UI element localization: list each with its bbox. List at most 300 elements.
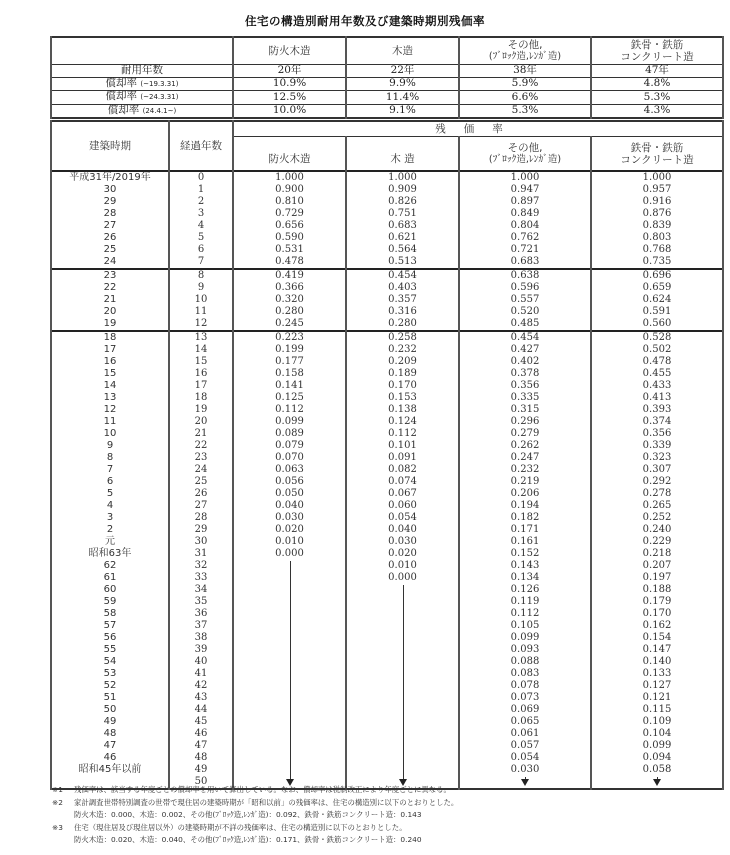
row-label	[51, 91, 233, 105]
elapsed-cell: 38	[169, 632, 233, 644]
wood-cell: 0.060	[346, 500, 459, 512]
period-cell: 18	[51, 331, 169, 344]
table-row	[51, 656, 723, 668]
period-cell: 20	[51, 306, 169, 318]
table-row	[51, 524, 723, 536]
period-cell: 30	[51, 184, 169, 196]
table-row	[51, 464, 723, 476]
steel-cell: 0.916	[591, 196, 723, 208]
header-construction-period: 建築時期	[51, 121, 169, 171]
wood-cell: 0.454	[346, 269, 459, 282]
table-row	[51, 392, 723, 404]
steel-cell: 0.147	[591, 644, 723, 656]
fire-wood-cell: 0.729	[233, 208, 346, 220]
period-cell: 48	[51, 728, 169, 740]
value-cell: 4.8%	[591, 77, 723, 91]
elapsed-cell: 49	[169, 764, 233, 776]
other-cell: 1.000	[459, 171, 591, 184]
steel-cell: 0.229	[591, 536, 723, 548]
steel-cell: 0.099	[591, 740, 723, 752]
value-cell: 12.5%	[233, 91, 346, 105]
table-row	[51, 269, 723, 282]
table-row	[51, 608, 723, 620]
table-row	[51, 668, 723, 680]
period-cell: 2	[51, 524, 169, 536]
table-row	[51, 512, 723, 524]
period-cell: 8	[51, 452, 169, 464]
steel-cell: 0.957	[591, 184, 723, 196]
elapsed-cell: 23	[169, 452, 233, 464]
wood-cell: 0.189	[346, 368, 459, 380]
steel-cell: 0.188	[591, 584, 723, 596]
steel-cell: 0.735	[591, 256, 723, 269]
steel-cell: 0.393	[591, 404, 723, 416]
row-label-sub: (24.4.1~)	[142, 106, 177, 115]
elapsed-cell: 15	[169, 356, 233, 368]
wood-cell: 0.124	[346, 416, 459, 428]
table-row	[51, 196, 723, 208]
table-row	[51, 356, 723, 368]
period-cell: 46	[51, 752, 169, 764]
other-cell: 0.378	[459, 368, 591, 380]
wood-cell: 0.826	[346, 196, 459, 208]
steel-cell: 1.000	[591, 171, 723, 184]
footnote-3-detail: 防火木造：0.020、木造：0.040、その他(ﾌﾞﾛｯｸ造,ﾚﾝｶﾞ造)：0.171、鉄骨・鉄筋コンクリート造：0.240	[74, 835, 422, 845]
elapsed-cell: 43	[169, 692, 233, 704]
row-label-text: 償却率	[105, 76, 138, 89]
period-cell: 平成31年/2019年	[51, 171, 169, 184]
other-cell: 0.182	[459, 512, 591, 524]
table-row	[51, 572, 723, 584]
table-row	[51, 536, 723, 548]
arrow-line	[403, 585, 404, 779]
fire-wood-cell: 0.079	[233, 440, 346, 452]
elapsed-cell: 18	[169, 392, 233, 404]
period-cell: 11	[51, 416, 169, 428]
value-cell: 6.6%	[459, 91, 591, 105]
wood-cell: 0.153	[346, 392, 459, 404]
other-cell: 0.279	[459, 428, 591, 440]
steel-cell: 0.659	[591, 282, 723, 294]
period-cell: 17	[51, 344, 169, 356]
other-cell: 0.088	[459, 656, 591, 668]
wood-cell: 0.010	[346, 560, 459, 572]
table-row	[51, 171, 723, 184]
elapsed-cell: 22	[169, 440, 233, 452]
footnote-2	[52, 797, 722, 810]
other-cell: 0.069	[459, 704, 591, 716]
table-row	[51, 548, 723, 560]
wood-cell: 1.000	[346, 171, 459, 184]
table-row	[51, 476, 723, 488]
steel-cell: 0.140	[591, 656, 723, 668]
fire-wood-cell: 0.199	[233, 344, 346, 356]
top-header-steel-line2: コンクリート造	[620, 51, 694, 63]
table-row	[51, 368, 723, 380]
steel-cell: 0.876	[591, 208, 723, 220]
elapsed-cell: 29	[169, 524, 233, 536]
fire-wood-cell: 0.280	[233, 306, 346, 318]
other-cell: 0.762	[459, 232, 591, 244]
other-cell: 0.093	[459, 644, 591, 656]
other-cell: 0.356	[459, 380, 591, 392]
period-cell: 昭和63年	[51, 548, 169, 560]
period-cell: 5	[51, 488, 169, 500]
other-cell: 0.557	[459, 294, 591, 306]
period-cell: 52	[51, 680, 169, 692]
wood-cell: 0.564	[346, 244, 459, 256]
other-cell: 0.194	[459, 500, 591, 512]
value-cell: 10.9%	[233, 77, 346, 91]
footnote-1	[52, 784, 722, 797]
top-row-depreciation-2	[51, 91, 723, 105]
other-cell: 0.232	[459, 464, 591, 476]
steel-cell: 0.478	[591, 356, 723, 368]
steel-cell: 0.278	[591, 488, 723, 500]
elapsed-cell: 8	[169, 269, 233, 282]
value-cell: 9.1%	[346, 104, 459, 118]
fire-wood-cell: 0.810	[233, 196, 346, 208]
period-cell: 14	[51, 380, 169, 392]
fire-wood-cell: 0.030	[233, 512, 346, 524]
wood-cell: 0.067	[346, 488, 459, 500]
steel-cell: 0.179	[591, 596, 723, 608]
steel-cell: 0.339	[591, 440, 723, 452]
fire-wood-cell: 0.000	[233, 548, 346, 560]
steel-cell: 0.252	[591, 512, 723, 524]
fire-wood-cell: 0.141	[233, 380, 346, 392]
period-cell: 23	[51, 269, 169, 282]
period-cell: 12	[51, 404, 169, 416]
elapsed-cell: 35	[169, 596, 233, 608]
other-cell: 0.099	[459, 632, 591, 644]
table-row	[51, 596, 723, 608]
steel-cell: 0.094	[591, 752, 723, 764]
other-cell: 0.296	[459, 416, 591, 428]
footnote-mark: ※1	[52, 785, 63, 794]
table-row	[51, 488, 723, 500]
table-row	[51, 331, 723, 344]
other-cell: 0.335	[459, 392, 591, 404]
elapsed-cell: 28	[169, 512, 233, 524]
steel-cell: 0.560	[591, 318, 723, 331]
wood-cell: 0.258	[346, 331, 459, 344]
period-cell: 51	[51, 692, 169, 704]
other-cell: 0.061	[459, 728, 591, 740]
elapsed-cell: 19	[169, 404, 233, 416]
period-cell: 62	[51, 560, 169, 572]
other-cell: 0.262	[459, 440, 591, 452]
elapsed-cell: 32	[169, 560, 233, 572]
other-cell: 0.105	[459, 620, 591, 632]
header-fire-wood	[233, 137, 346, 172]
steel-cell: 0.109	[591, 716, 723, 728]
header-steel	[591, 137, 723, 172]
steel-cell: 0.433	[591, 380, 723, 392]
header-steel-line2: コンクリート造	[620, 153, 694, 166]
elapsed-cell: 45	[169, 716, 233, 728]
fire-wood-cell: 0.070	[233, 452, 346, 464]
elapsed-cell: 7	[169, 256, 233, 269]
other-cell: 0.083	[459, 668, 591, 680]
wood-cell: 0.091	[346, 452, 459, 464]
steel-cell: 0.323	[591, 452, 723, 464]
elapsed-cell: 6	[169, 244, 233, 256]
footnote-2-detail: 防火木造：0.000、木造：0.002、その他(ﾌﾞﾛｯｸ造,ﾚﾝｶﾞ造)：0.092、鉄骨・鉄筋コンクリート造：0.143	[74, 810, 422, 820]
elapsed-cell: 34	[169, 584, 233, 596]
fire-wood-cell: 0.177	[233, 356, 346, 368]
period-cell: 元	[51, 536, 169, 548]
other-cell: 0.219	[459, 476, 591, 488]
footnote-mark: ※2	[52, 797, 63, 807]
wood-cell: 0.357	[346, 294, 459, 306]
elapsed-cell: 46	[169, 728, 233, 740]
row-label-text: 償却率	[107, 103, 140, 116]
other-cell: 0.206	[459, 488, 591, 500]
row-label	[51, 104, 233, 118]
period-cell: 26	[51, 232, 169, 244]
elapsed-cell: 48	[169, 752, 233, 764]
wood-cell: 0.020	[346, 548, 459, 560]
other-cell: 0.520	[459, 306, 591, 318]
other-cell: 0.152	[459, 548, 591, 560]
steel-cell: 0.502	[591, 344, 723, 356]
fire-wood-cell: 0.125	[233, 392, 346, 404]
row-label	[51, 77, 233, 91]
table-row	[51, 452, 723, 464]
other-cell: 0.078	[459, 680, 591, 692]
elapsed-cell: 9	[169, 282, 233, 294]
fire-wood-cell: 0.050	[233, 488, 346, 500]
elapsed-cell: 21	[169, 428, 233, 440]
wood-cell: 0.074	[346, 476, 459, 488]
top-header-other-line2: (ﾌﾞﾛｯｸ造,ﾚﾝｶﾞ造)	[488, 51, 562, 62]
top-header-steel-line1: 鉄骨・鉄筋	[630, 39, 684, 51]
table-row	[51, 620, 723, 632]
steel-cell: 0.197	[591, 572, 723, 584]
wood-cell: 0.040	[346, 524, 459, 536]
steel-cell: 0.839	[591, 220, 723, 232]
elapsed-cell: 42	[169, 680, 233, 692]
wood-cell: 0.101	[346, 440, 459, 452]
elapsed-cell: 24	[169, 464, 233, 476]
steel-cell: 0.624	[591, 294, 723, 306]
header-steel-line1: 鉄骨・鉄筋	[630, 141, 684, 154]
period-cell: 47	[51, 740, 169, 752]
value-cell: 4.3%	[591, 104, 723, 118]
value-cell: 47年	[591, 65, 723, 78]
table-row	[51, 256, 723, 269]
wood-cell: 0.054	[346, 512, 459, 524]
other-cell: 0.402	[459, 356, 591, 368]
other-cell: 0.315	[459, 404, 591, 416]
period-cell: 10	[51, 428, 169, 440]
period-cell: 22	[51, 282, 169, 294]
other-cell: 0.073	[459, 692, 591, 704]
footnote-3	[52, 822, 722, 835]
other-cell: 0.134	[459, 572, 591, 584]
table-row	[51, 644, 723, 656]
table-row	[51, 500, 723, 512]
period-cell: 54	[51, 656, 169, 668]
wood-cell: 0.112	[346, 428, 459, 440]
fire-wood-cell: 0.900	[233, 184, 346, 196]
other-cell: 0.065	[459, 716, 591, 728]
value-cell: 5.3%	[591, 91, 723, 105]
steel-cell: 0.265	[591, 500, 723, 512]
elapsed-cell: 27	[169, 500, 233, 512]
wood-cell: 0.683	[346, 220, 459, 232]
wood-cell: 0.209	[346, 356, 459, 368]
top-row-depreciation-1	[51, 77, 723, 91]
fire-wood-cell: 0.112	[233, 404, 346, 416]
steel-cell: 0.356	[591, 428, 723, 440]
elapsed-cell: 17	[169, 380, 233, 392]
table-row	[51, 208, 723, 220]
elapsed-cell: 41	[169, 668, 233, 680]
period-cell: 6	[51, 476, 169, 488]
period-cell: 24	[51, 256, 169, 269]
table-row	[51, 764, 723, 776]
period-cell: 57	[51, 620, 169, 632]
period-cell: 28	[51, 208, 169, 220]
fire-wood-cell: 0.099	[233, 416, 346, 428]
table-row	[51, 428, 723, 440]
period-cell: 55	[51, 644, 169, 656]
fire-wood-cell: 0.531	[233, 244, 346, 256]
other-cell: 0.054	[459, 752, 591, 764]
wood-cell: 0.138	[346, 404, 459, 416]
elapsed-cell: 37	[169, 620, 233, 632]
other-cell: 0.849	[459, 208, 591, 220]
wood-cell: 0.403	[346, 282, 459, 294]
period-cell: 60	[51, 584, 169, 596]
table-row	[51, 232, 723, 244]
top-header-fire-wood: 防火木造	[233, 37, 346, 65]
wood-cell: 0.170	[346, 380, 459, 392]
steel-cell: 0.768	[591, 244, 723, 256]
period-cell: 3	[51, 512, 169, 524]
footnotes	[52, 784, 722, 847]
elapsed-cell: 3	[169, 208, 233, 220]
period-cell: 昭和45年以前	[51, 764, 169, 776]
period-cell: 59	[51, 596, 169, 608]
table-row	[51, 632, 723, 644]
other-cell: 0.947	[459, 184, 591, 196]
elapsed-cell: 30	[169, 536, 233, 548]
table-row	[51, 318, 723, 331]
page-title: 住宅の構造別耐用年数及び建築時期別残価率	[245, 14, 485, 28]
header-wood-text: 木 造	[390, 152, 415, 165]
table-row	[51, 680, 723, 692]
steel-cell: 0.133	[591, 668, 723, 680]
elapsed-cell: 4	[169, 220, 233, 232]
top-table-header	[51, 37, 723, 65]
fire-wood-cell: 0.063	[233, 464, 346, 476]
fire-wood-cell: 0.158	[233, 368, 346, 380]
elapsed-cell: 36	[169, 608, 233, 620]
elapsed-cell: 13	[169, 331, 233, 344]
table-row	[51, 752, 723, 764]
steel-cell: 0.170	[591, 608, 723, 620]
table-row	[51, 740, 723, 752]
value-cell: 20年	[233, 65, 346, 78]
table-row	[51, 244, 723, 256]
period-cell: 15	[51, 368, 169, 380]
table-row	[51, 704, 723, 716]
steel-cell: 0.528	[591, 331, 723, 344]
steel-cell: 0.292	[591, 476, 723, 488]
steel-cell: 0.413	[591, 392, 723, 404]
top-header-wood: 木造	[346, 37, 459, 65]
table-row	[51, 220, 723, 232]
elapsed-cell: 39	[169, 644, 233, 656]
steel-cell: 0.374	[591, 416, 723, 428]
period-cell: 16	[51, 356, 169, 368]
fire-wood-cell: 0.223	[233, 331, 346, 344]
steel-cell: 0.803	[591, 232, 723, 244]
elapsed-cell: 16	[169, 368, 233, 380]
steel-cell: 0.218	[591, 548, 723, 560]
period-cell: 25	[51, 244, 169, 256]
arrow-line	[290, 561, 291, 779]
steel-cell: 0.154	[591, 632, 723, 644]
residual-table-body	[51, 171, 723, 789]
value-cell: 9.9%	[346, 77, 459, 91]
period-cell: 58	[51, 608, 169, 620]
period-cell: 61	[51, 572, 169, 584]
other-cell: 0.454	[459, 331, 591, 344]
steel-cell: 0.127	[591, 680, 723, 692]
wood-cell: 0.621	[346, 232, 459, 244]
table-row	[51, 184, 723, 196]
row-label-sub: (~24.3.31)	[140, 93, 179, 101]
fire-wood-cell: 0.656	[233, 220, 346, 232]
top-header-other-line1: その他,	[507, 39, 543, 51]
other-cell: 0.596	[459, 282, 591, 294]
wood-cell: 0.030	[346, 536, 459, 548]
footnote-mark: ※3	[52, 822, 63, 832]
row-label-sub: (~19.3.31)	[140, 79, 179, 88]
steel-cell: 0.121	[591, 692, 723, 704]
fire-wood-cell: 0.040	[233, 500, 346, 512]
other-cell: 0.427	[459, 344, 591, 356]
table-row	[51, 716, 723, 728]
steel-cell: 0.455	[591, 368, 723, 380]
other-cell: 0.119	[459, 596, 591, 608]
elapsed-cell: 31	[169, 548, 233, 560]
steel-cell: 0.058	[591, 764, 723, 776]
table-row	[51, 380, 723, 392]
fire-wood-cell: 0.366	[233, 282, 346, 294]
steel-cell: 0.104	[591, 728, 723, 740]
table-row	[51, 294, 723, 306]
period-cell: 21	[51, 294, 169, 306]
main-header-row-1	[51, 121, 723, 137]
other-cell: 0.057	[459, 740, 591, 752]
wood-cell: 0.909	[346, 184, 459, 196]
other-cell: 0.126	[459, 584, 591, 596]
fire-wood-cell: 0.010	[233, 536, 346, 548]
elapsed-cell: 10	[169, 294, 233, 306]
row-label	[51, 65, 233, 78]
period-cell: 7	[51, 464, 169, 476]
fire-wood-cell: 0.320	[233, 294, 346, 306]
value-cell: 5.3%	[459, 104, 591, 118]
value-cell: 11.4%	[346, 91, 459, 105]
row-label-text: 耐用年数	[121, 64, 163, 76]
elapsed-cell: 12	[169, 318, 233, 331]
